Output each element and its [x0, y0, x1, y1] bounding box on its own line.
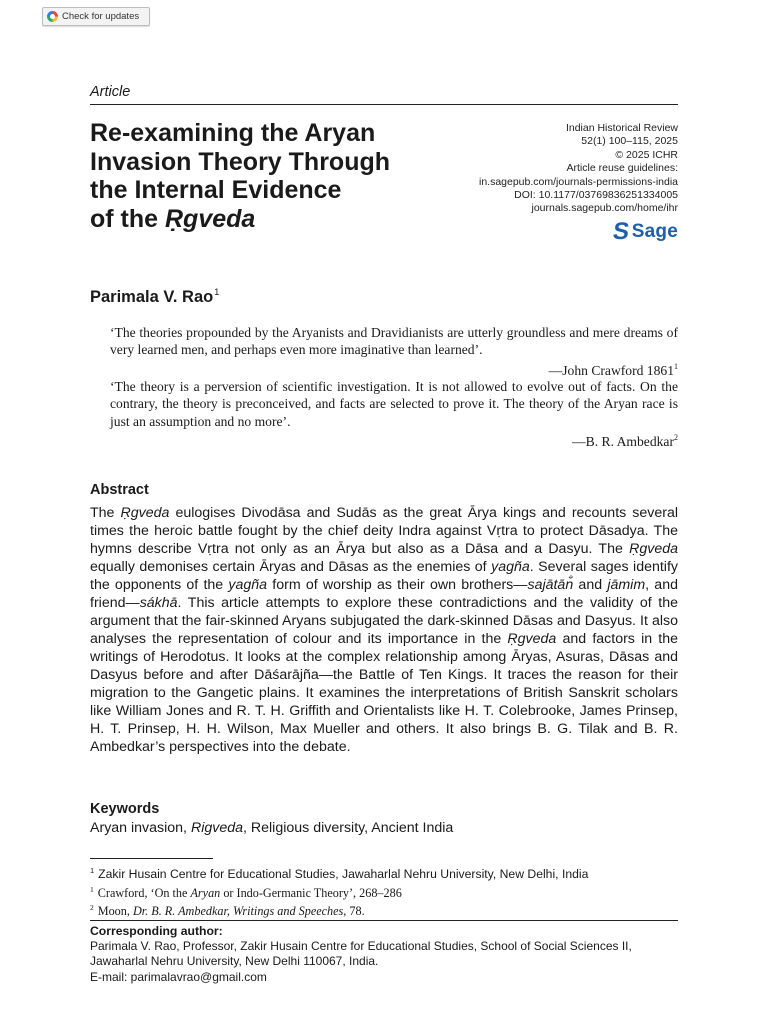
epigraph-1-author: —John Crawford 1861: [548, 363, 674, 378]
footnote-2: $^2$ Moon, Dr. B. R. Ambedkar, Writings and Speeches, 78.: [90, 903, 365, 918]
author-name: [90, 287, 219, 307]
journal-name: Indian Historical Review: [565, 122, 678, 134]
title-line-3: the Internal Evidence: [90, 176, 342, 204]
title-line-2: Invasion Theory Through: [90, 147, 391, 176]
header-divider: [90, 104, 678, 105]
corresponding-email[interactable]: E-mail: parimalavrao@gmail.com: [90, 969, 267, 984]
footnote-affiliation: [90, 863, 588, 882]
epigraph-1-note-mark: 1: [674, 362, 678, 371]
check-for-updates-label: Check for updates: [62, 11, 140, 22]
reuse-guidelines-link[interactable]: in.sagepub.com/journals-permissions-india: [478, 175, 678, 188]
epigraph-2-author: —B. R. Ambedkar: [572, 434, 674, 449]
author-affiliation-mark: 1: [214, 287, 220, 297]
epigraph-2-attribution: [572, 429, 678, 450]
footnote-divider: [90, 858, 213, 859]
title-line-4-italic: Ṛgveda: [165, 204, 256, 233]
crossmark-icon: [47, 11, 58, 22]
footnote-mark: 1: [90, 866, 95, 875]
article-title: [90, 119, 450, 233]
epigraph-2-note-mark: 2: [674, 433, 678, 442]
sage-s-icon: S: [610, 218, 631, 245]
title-line-4-prefix: of the: [90, 204, 165, 233]
epigraph-1: ‘The theories propounded by the Aryanists and Dravidianists are utterly groundless and mere dreams of very learned men, and perhaps even more imaginative than learned’.: [110, 325, 678, 358]
abstract-text: The Ṛgveda eulogises Divodāsa and Sudās as the great Ārya kings and recounts several times the heroic battle fought by the chief deity Indra against Vṛtra to protect Dāsadya. The hymns describe Vṛtra not only as an Ārya but also as a Dāsa and a Dasyu. The Ṛgveda equally demonises certain Āryas and Dāsas as the enemies of yagña. Several sages identify the opponents of the yagña form of worship as their own brothers—sajātān̐ and jāmim, and friend—sákhā. This article attempts to explore these contradictions and the validity of the argument that the fair-skinned Aryans subjugated the dark-skinned Dāsas and Dasyus. It also analyses the representation of colour and its importance in the Ṛgveda and factors in the writings of Herodotus. It looks at the complex relationship among Āryas, Asuras, Dāsas and Dasyus before and after Dāśarājña—the Battle of Ten Kings. It traces the reason for their migration to the Gangetic plains. It examines the interpretations of British Sanskrit scholars like William Jones and R. T. H. Griffith and Orientalists like H. T. Colebrooke, James Prinsep, H. T. Prinsep, H. H. Wilson, Max Mueller and others. It also brings B. G. Tilak and B. R. Ambedkar’s perspectives into the debate.: [90, 505, 679, 755]
keywords-list: Aryan invasion, Rigveda, Religious diversity, Ancient India: [90, 820, 454, 836]
footnote-text: Zakir Husain Centre for Educational Studies, Jawaharlal Nehru University, New Delhi, India: [98, 867, 589, 881]
corresponding-line-2: Jawaharlal Nehru University, New Delhi 110067, India.: [90, 954, 379, 969]
abstract-heading: Abstract: [90, 482, 149, 498]
epigraph-2: ‘The theory is a perversion of scientific investigation. It is not allowed to evolve out of facts. On the contrary, the theory is preconceived, and facts are selected to prove it. The theory of the Aryan race is just an assumption and no more’.: [110, 379, 678, 429]
journal-copyright: © 2025 ICHR: [615, 148, 678, 161]
journal-info: [479, 122, 678, 216]
author-name-text: Parimala V. Rao: [90, 288, 214, 306]
sage-logo-text: Sage: [631, 221, 678, 242]
corresponding-author-heading: Corresponding author:: [90, 924, 223, 938]
journal-volume: 52(1) 100–115, 2025: [581, 135, 678, 148]
footnote-mark: 2: [90, 903, 94, 912]
doi-link[interactable]: DOI: 10.1177/03769836251334005: [514, 189, 678, 202]
footnote-1: $^1$ Crawford, ‘On the Aryan or Indo-Germanic Theory’, 268–286: [90, 885, 402, 900]
corresponding-divider: [90, 920, 678, 921]
corresponding-line-1: Parimala V. Rao, Professor, Zakir Husain Centre for Educational Studies, School of Social Sciences II,: [90, 939, 632, 953]
reuse-guidelines-label: Article reuse guidelines:: [566, 162, 678, 175]
keywords-heading: Keywords: [90, 801, 160, 817]
article-type-label: Article: [90, 84, 131, 100]
title-line-1: Re-examining the Aryan: [90, 119, 376, 147]
check-for-updates-button[interactable]: [42, 7, 150, 26]
epigraph-1-attribution: [549, 358, 678, 379]
journal-home-link[interactable]: journals.sagepub.com/home/ihr: [531, 202, 678, 215]
footnote-mark: 1: [90, 885, 94, 894]
sage-logo: [610, 218, 678, 245]
corresponding-author-details: [90, 939, 678, 985]
